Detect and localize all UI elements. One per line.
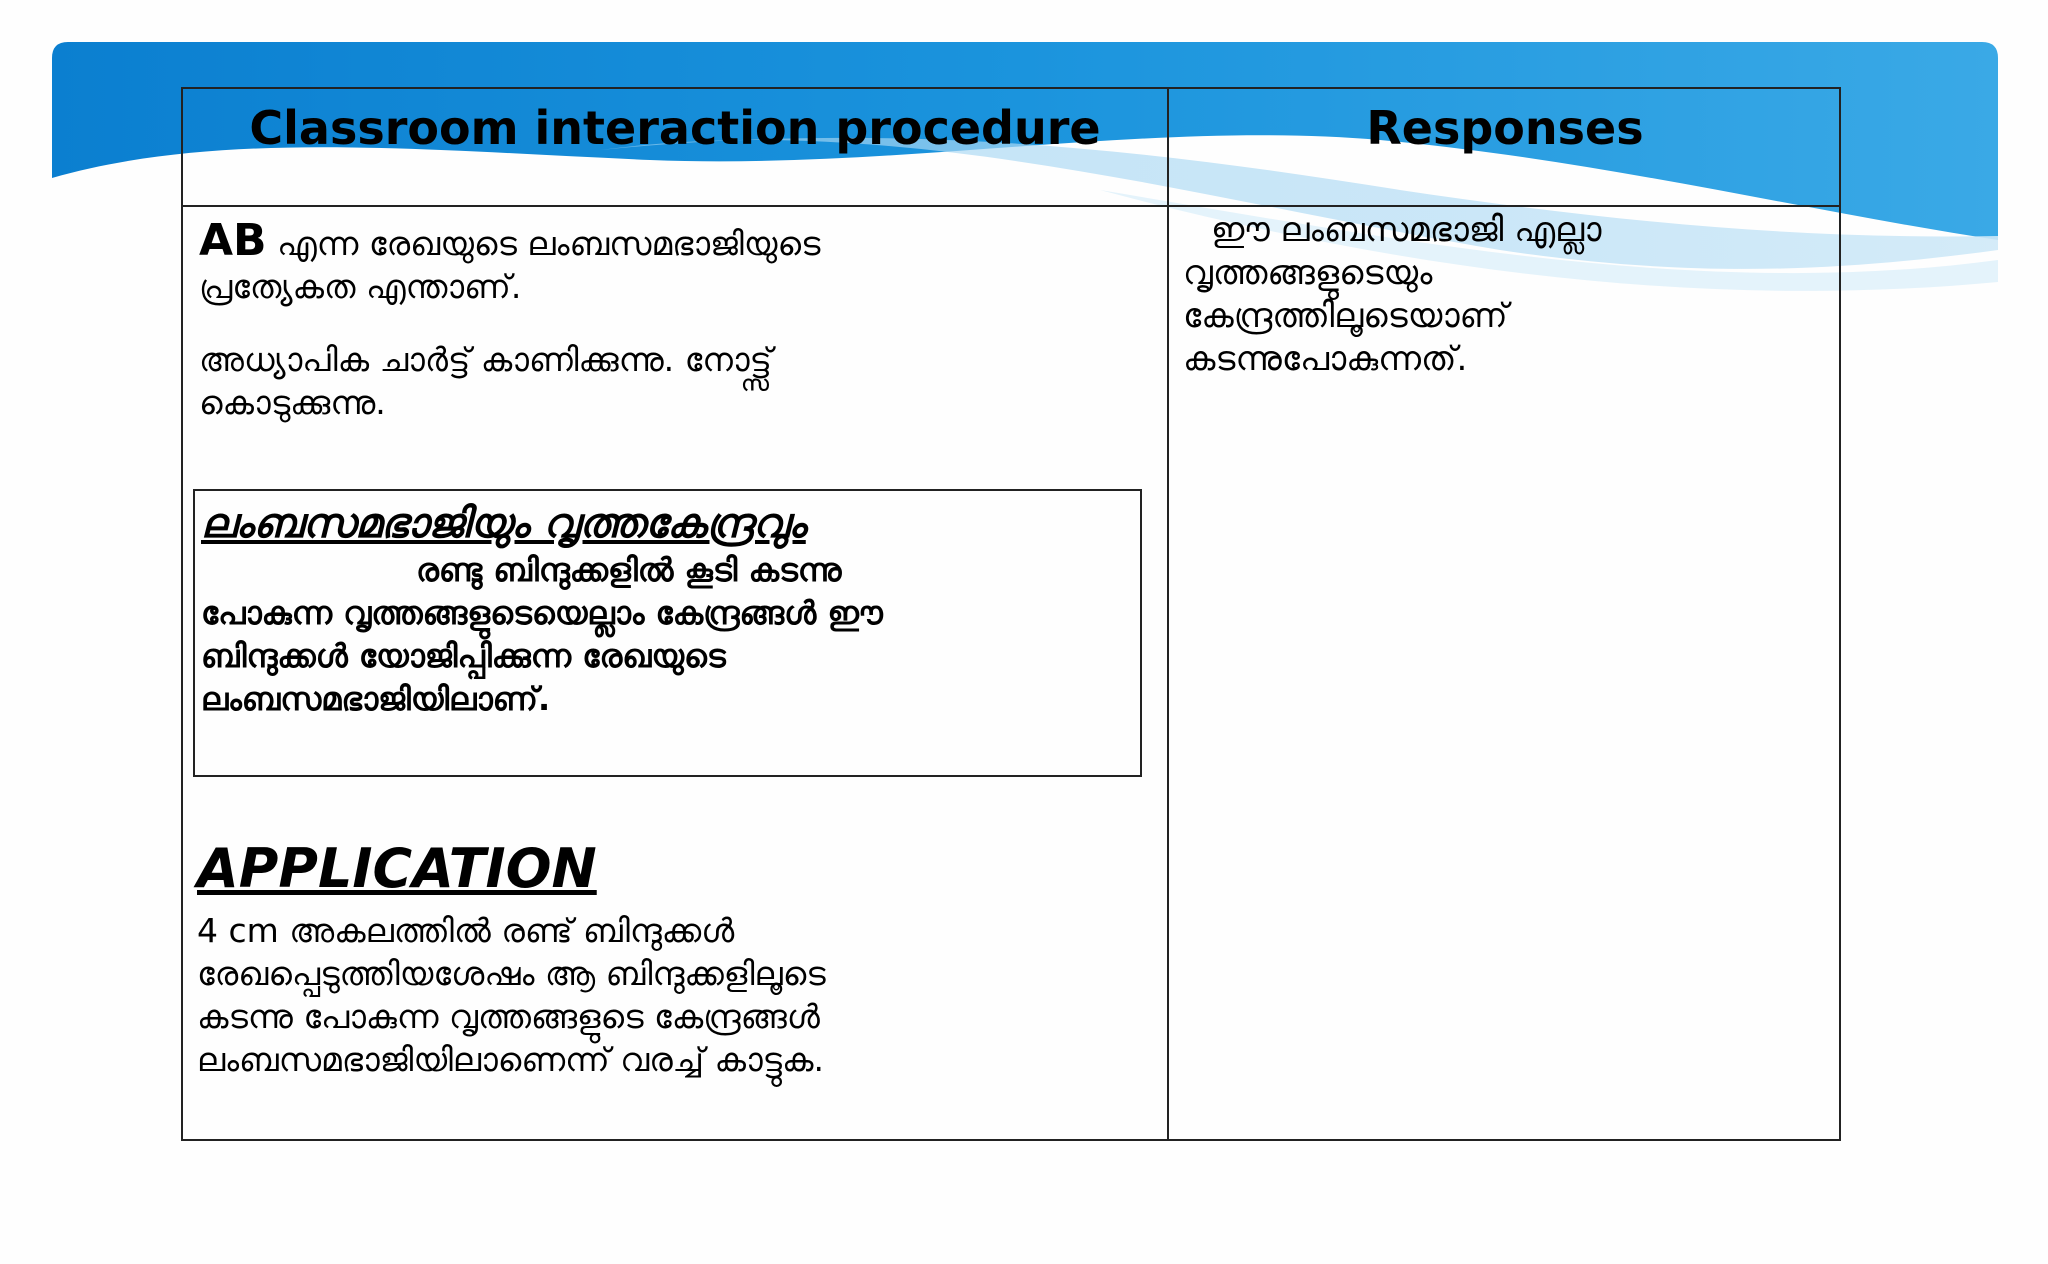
application-line-4: ലംബസമഭാജിയിലാണെന്ന് വരച്ച് കാട്ടുക. xyxy=(197,1040,824,1079)
column-divider xyxy=(1167,89,1169,1139)
question-text: എന്ന രേഖയുടെ ലംബസമഭാജിയുടെ xyxy=(266,224,821,263)
application-line-1: 4 cm അകലത്തിൽ രണ്ട് ബിന്ദുക്കൾ xyxy=(197,911,735,950)
definition-title: ലംബസമഭാജിയും വൃത്തകേന്ദ്രവും xyxy=(201,499,806,547)
definition-line-3: ബിന്ദുക്കൾ യോജിപ്പിക്കുന്ന രേഖയുടെ xyxy=(201,637,726,675)
teacher-action-line-2: കൊടുക്കുന്നു. xyxy=(199,383,386,422)
header-responses: Responses xyxy=(1366,101,1644,155)
responses-cell xyxy=(1183,209,1823,381)
application-body xyxy=(197,909,1097,1081)
application-line-2: രേഖപ്പെടുത്തിയശേഷം ആ ബിന്ദുക്കളിലൂടെ xyxy=(197,954,826,993)
header-row-divider xyxy=(183,205,1839,207)
definition-line-4: ലംബസമഭാജിയിലാണ്. xyxy=(201,680,551,718)
question-line-1 xyxy=(199,215,1149,266)
application-line-3: കടന്നു പോകുന്ന വൃത്തങ്ങളുടെ കേന്ദ്രങ്ങൾ xyxy=(197,997,820,1036)
procedure-cell xyxy=(199,215,1149,424)
response-line-4: കടന്നുപോകുന്നത്. xyxy=(1183,339,1468,379)
teacher-action-line-1: അധ്യാപിക ചാർട്ട് കാണിക്കുന്നു. നോട്ട്സ് xyxy=(199,340,772,379)
response-line-2: വൃത്തങ്ങളുടെയും xyxy=(1183,253,1433,293)
application-heading: APPLICATION xyxy=(197,837,597,900)
question-line-2: പ്രത്യേകത എന്താണ്. xyxy=(199,267,522,306)
segment-label-ab: AB xyxy=(199,215,267,266)
definition-box xyxy=(193,489,1142,777)
definition-line-1: രണ്ടു ബിന്ദുക്കളിൽ കൂടി കടന്നു xyxy=(416,551,842,589)
definition-line-2: പോകുന്ന വൃത്തങ്ങളുടെയെല്ലാം കേന്ദ്രങ്ങൾ ഈ xyxy=(201,594,883,632)
response-line-1: ഈ ലംബസമഭാജി എല്ലാ xyxy=(1211,210,1602,250)
header-procedure: Classroom interaction procedure xyxy=(249,101,1101,155)
response-line-3: കേന്ദ്രത്തിലൂടെയാണ് xyxy=(1183,296,1508,336)
